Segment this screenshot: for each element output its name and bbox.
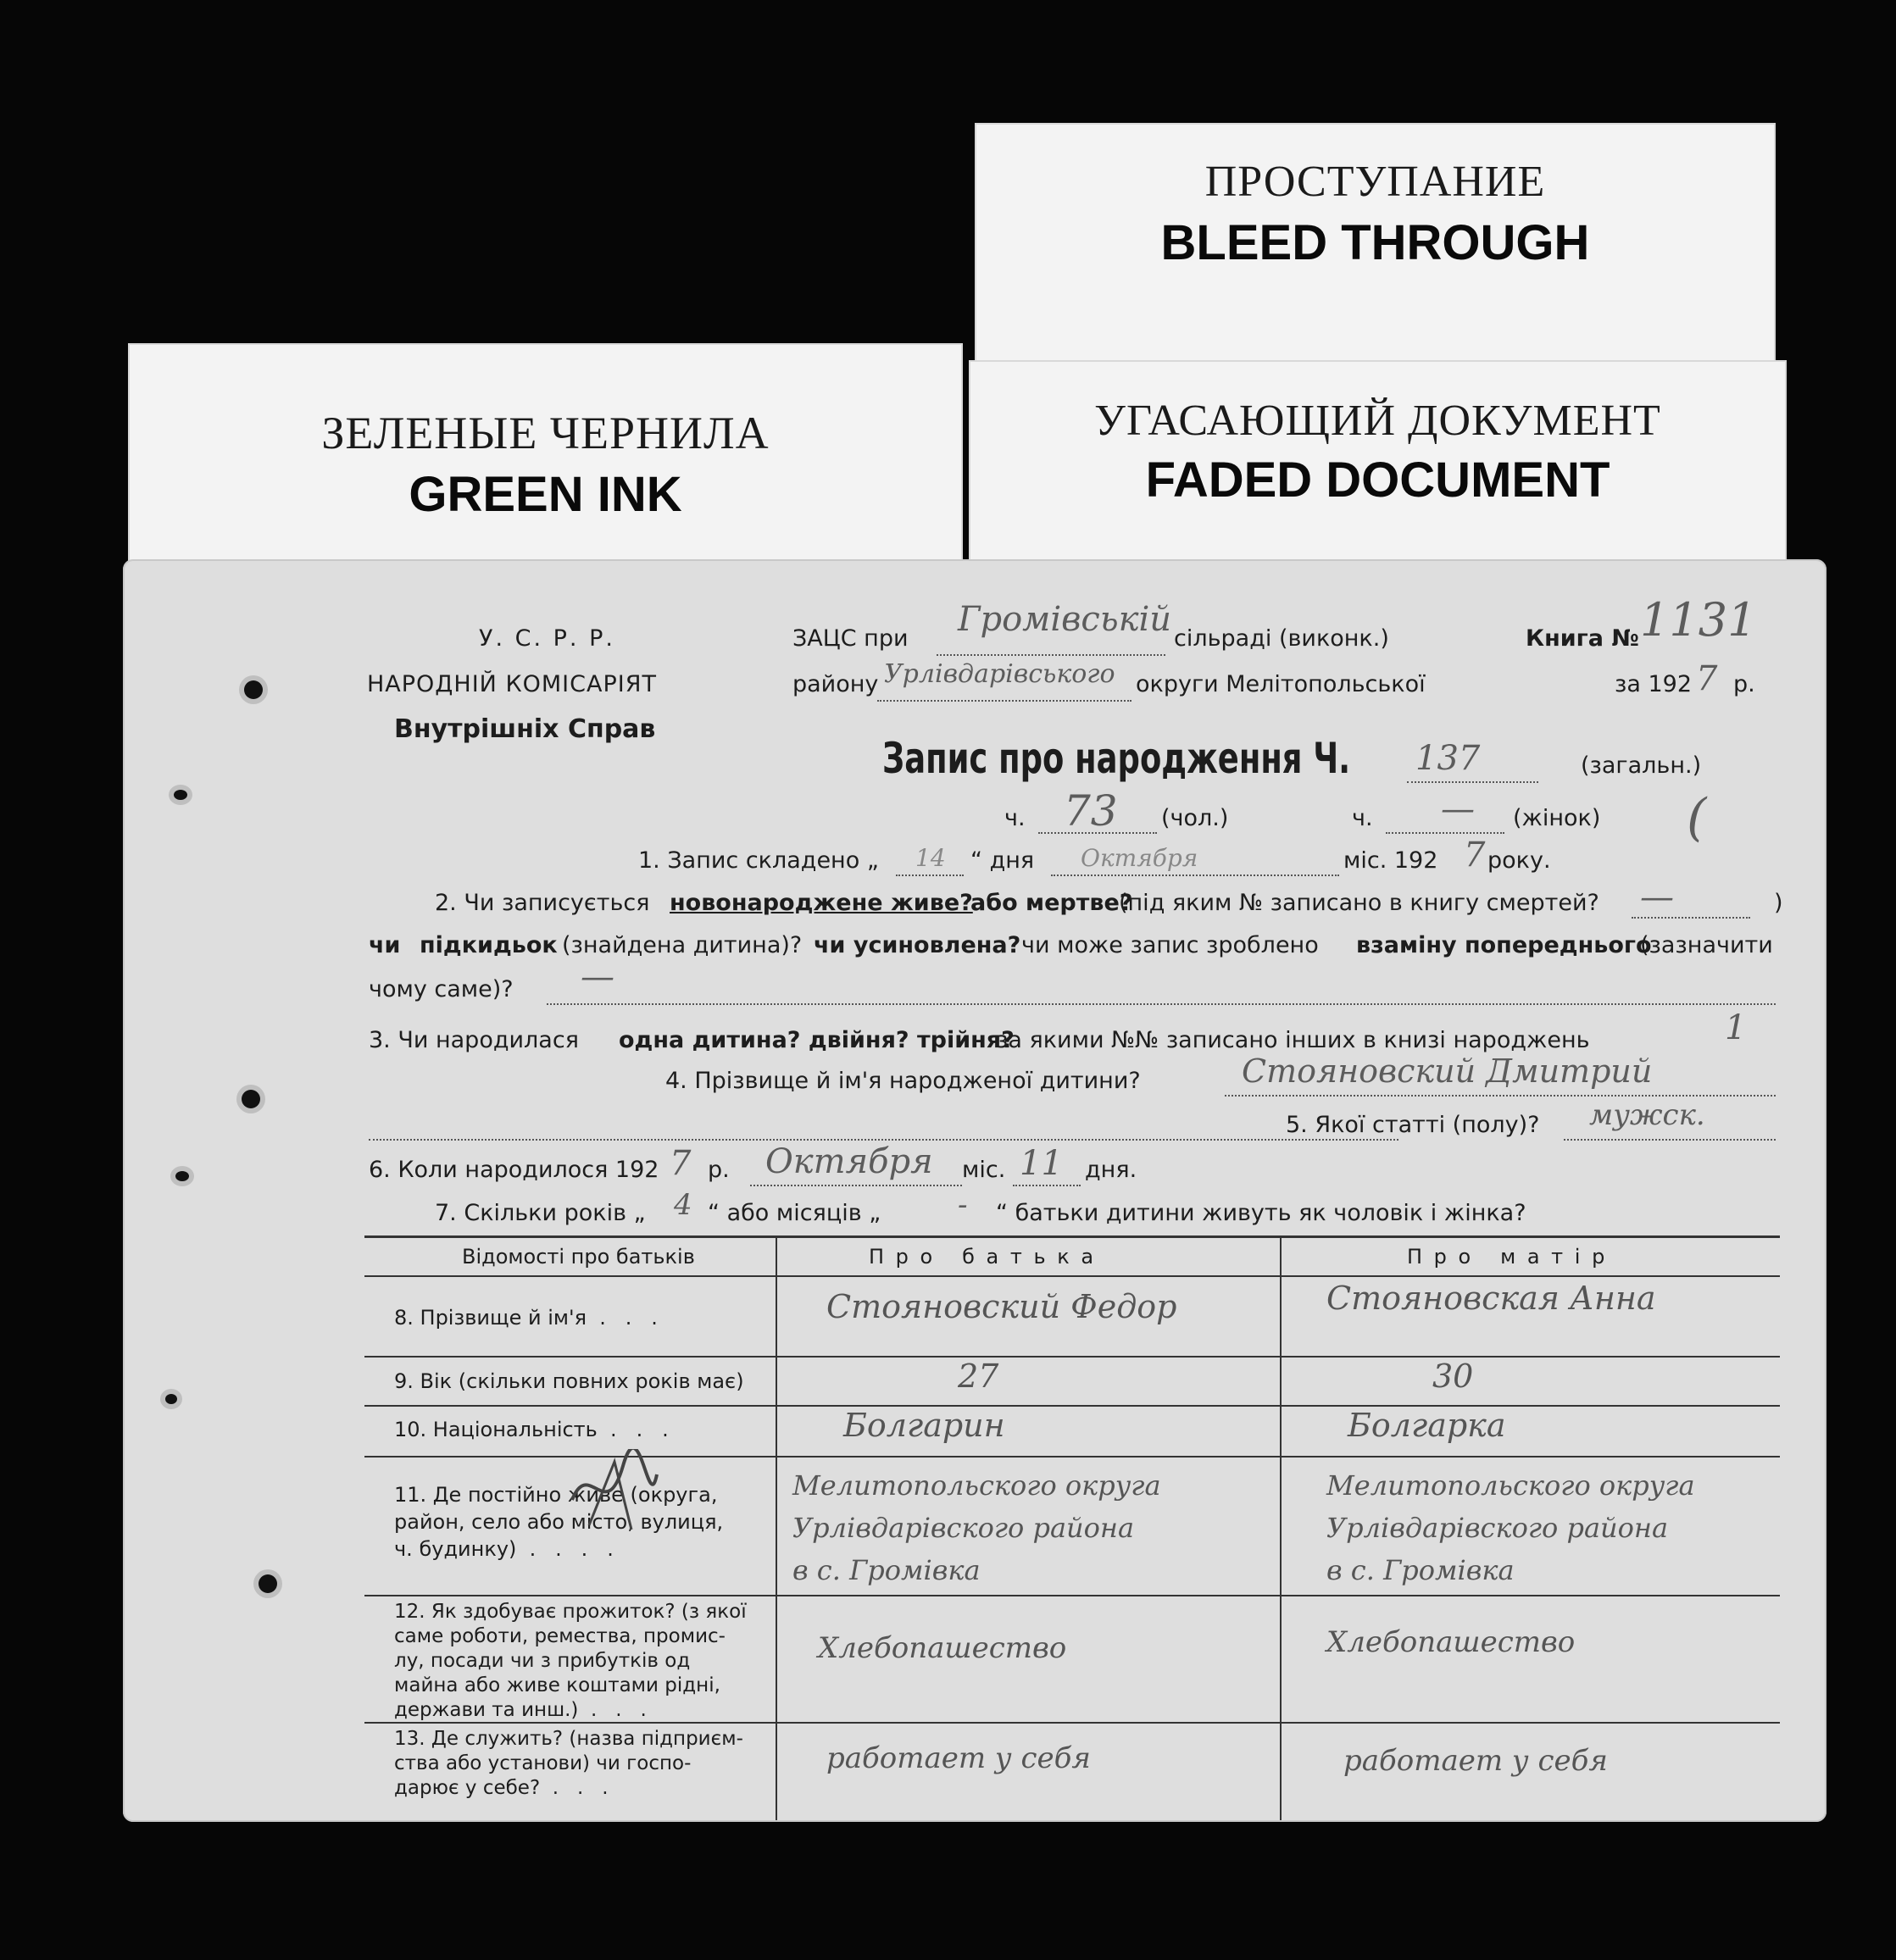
record-title: Запис про народження Ч. xyxy=(882,734,1351,783)
father-age-handwritten: 27 xyxy=(958,1358,999,1395)
field-6-month-line xyxy=(750,1185,962,1186)
field-6-label: 6. Коли народилося 192 xyxy=(369,1157,659,1183)
field-2-line xyxy=(1632,917,1750,919)
field-3-handwritten: 1 xyxy=(1725,1008,1747,1047)
district-handwritten: Урлівдарівського xyxy=(884,659,1115,689)
zags-label: ЗАЦС при xyxy=(792,625,909,652)
zags-handwritten: Громівській xyxy=(958,600,1172,639)
table-row-label: 13. Де служить? (назва підприєм- ства або установи) чи госпо- дарює у себе? . . . xyxy=(394,1728,743,1799)
bleed-through-ru: ПРОСТУПАНИЕ xyxy=(1204,158,1546,206)
field-5-line xyxy=(1564,1139,1776,1141)
field-1-month-label: міс. 192 xyxy=(1343,847,1438,874)
field-1-year-label: року. xyxy=(1487,847,1551,874)
green-ink-label xyxy=(128,343,963,576)
field-2b-found: (знайдена дитина)? xyxy=(562,932,803,958)
table-header-rule xyxy=(364,1275,1780,1277)
male-label: (чол.) xyxy=(1161,805,1229,831)
field-2c-why: чому саме)? xyxy=(369,976,514,1002)
year-handwritten: 7 xyxy=(1696,659,1718,698)
table-row-rule xyxy=(364,1595,1780,1596)
table-header-mother: П р о м а т і р xyxy=(1407,1245,1608,1269)
punch-hole xyxy=(175,1171,189,1181)
field-4-name-handwritten: Стояновский Дмитрий xyxy=(1242,1052,1653,1090)
field-5-sex-handwritten: мужск. xyxy=(1589,1098,1705,1132)
field-2-dash-handwritten: — xyxy=(1640,878,1674,917)
internal-affairs-label: Внутрішніх Справ xyxy=(394,714,656,744)
faded-document-label xyxy=(969,360,1787,572)
green-ink-ru: ЗЕЛЕНЫЕ ЧЕРНИЛА xyxy=(321,408,770,458)
field-1-label: 1. Запис складено „ xyxy=(638,847,879,874)
father-name-handwritten: Стояновский Федор xyxy=(826,1288,1177,1325)
table-header-father: П р о б а т ь к а xyxy=(869,1245,1097,1269)
commissariat-label: НАРОДНІЙ КОМІСАРІЯТ xyxy=(367,671,657,697)
female-line xyxy=(1386,832,1504,834)
field-6-year-handwritten: 7 xyxy=(670,1144,692,1183)
bleed-through-en: BLEED THROUGH xyxy=(1160,215,1590,270)
margin-mark-handwritten: ( xyxy=(1687,788,1707,847)
field-2c-dash-handwritten: — xyxy=(581,958,614,997)
field-6-day-label: дня. xyxy=(1085,1157,1137,1183)
field-2-death-book: (під яким № записано в книгу смертей? xyxy=(1119,890,1599,916)
mother-residence-handwritten: Мелитопольского округа Урлівдарівского района в с. Громівка xyxy=(1326,1469,1695,1586)
book-label: Книга № xyxy=(1526,625,1639,652)
table-row-label: 10. Національність . . . xyxy=(394,1418,669,1441)
field-1-day-line xyxy=(896,875,964,876)
book-number-handwritten: 1131 xyxy=(1640,593,1757,647)
table-row-label: 12. Як здобуває прожиток? (з якої саме роботи, ремества, промис- лу, посади чи з прибутків од майна або живе коштами рідні, держави та инш.) . . . xyxy=(394,1601,747,1721)
field-7-together: “ батьки дитини живуть як чоловік і жінка? xyxy=(996,1200,1526,1226)
field-4-line-2 xyxy=(369,1139,1398,1141)
field-2c-line xyxy=(547,1003,1776,1005)
field-2b-specify: (зазначити xyxy=(1640,932,1773,958)
father-workplace-handwritten: работает у себя xyxy=(826,1741,1091,1775)
field-6-year-suffix: р. xyxy=(708,1157,730,1183)
field-2-alive: новонароджене живе? xyxy=(670,890,973,916)
table-header-parents: Відомості про батьків xyxy=(462,1245,695,1269)
field-1-year-handwritten: 7 xyxy=(1464,836,1486,875)
total-label: (загальн.) xyxy=(1581,752,1702,779)
punch-hole xyxy=(174,790,187,800)
table-row-rule xyxy=(364,1722,1780,1724)
mother-age-handwritten: 30 xyxy=(1432,1358,1474,1395)
record-number-line xyxy=(1407,781,1538,783)
field-2-close: ) xyxy=(1774,890,1783,916)
field-2b-adopted: чи усиновлена? xyxy=(814,932,1021,958)
mother-workplace-handwritten: работает у себя xyxy=(1343,1744,1608,1778)
field-2-label: 2. Чи записується xyxy=(435,890,650,916)
year-suffix: р. xyxy=(1733,671,1755,697)
father-nationality-handwritten: Болгарин xyxy=(843,1407,1005,1444)
punch-hole xyxy=(242,1090,260,1108)
field-2b-foundling: підкидьок xyxy=(420,932,558,958)
table-col-divider-2 xyxy=(1280,1235,1282,1820)
faded-document-ru: УГАСАЮЩИЙ ДОКУМЕНТ xyxy=(1094,397,1661,445)
field-3-numbers: за якими №№ записано інших в книзі народжень xyxy=(996,1027,1590,1053)
field-3-options: одна дитина? двійня? трійня? xyxy=(619,1027,1015,1053)
mother-nationality-handwritten: Болгарка xyxy=(1348,1407,1506,1444)
punch-hole xyxy=(165,1394,177,1404)
field-6-month-handwritten: Октября xyxy=(765,1142,933,1181)
district-label: району xyxy=(792,671,879,697)
field-2-dead: або мертве? xyxy=(970,890,1133,916)
field-7-months-handwritten: - xyxy=(958,1188,968,1222)
field-2b-replacement: взаміну попереднього xyxy=(1356,932,1652,958)
table-row-rule xyxy=(364,1356,1780,1358)
field-2b-or: чи xyxy=(369,932,401,958)
table-row-label: 8. Прізвище й ім'я . . . xyxy=(394,1306,658,1330)
father-occupation-handwritten: Хлебопашество xyxy=(818,1631,1067,1665)
field-6-day-handwritten: 11 xyxy=(1020,1144,1063,1183)
field-6-day-line xyxy=(1013,1185,1081,1186)
table-row-label: 9. Вік (скільки повних років має) xyxy=(394,1369,744,1393)
table-top-rule xyxy=(364,1235,1780,1238)
punch-hole xyxy=(259,1574,277,1593)
field-6-month-label: міс. xyxy=(962,1157,1006,1183)
mother-name-handwritten: Стояновская Анна xyxy=(1326,1280,1656,1317)
punch-hole xyxy=(244,680,263,699)
table-row-rule xyxy=(364,1405,1780,1407)
female-count-handwritten: — xyxy=(1441,790,1475,829)
table-col-divider-1 xyxy=(776,1235,777,1820)
female-prefix: ч. xyxy=(1352,805,1373,831)
field-7-years-handwritten: 4 xyxy=(674,1188,692,1222)
green-ink-en: GREEN INK xyxy=(409,467,682,522)
field-1-month-line xyxy=(1051,875,1339,876)
birth-record-card xyxy=(123,559,1826,1822)
zags-line xyxy=(937,654,1165,656)
field-1-day-label: “ дня xyxy=(970,847,1035,874)
male-prefix: ч. xyxy=(1004,805,1026,831)
field-4-line xyxy=(1225,1095,1776,1097)
usrr-label: У. С. Р. Р. xyxy=(479,625,615,652)
okrug-label: округи Мелітопольської xyxy=(1136,671,1426,697)
field-2b-maybe: чи може запис зроблено xyxy=(1021,932,1319,958)
field-7-months-label: “ або місяців „ xyxy=(708,1200,881,1226)
father-residence-handwritten: Мелитопольского округа Урлівдарівского района в с. Громівка xyxy=(792,1469,1161,1586)
field-5-label: 5. Якої статті (полу)? xyxy=(1286,1112,1540,1138)
field-4-label: 4. Прізвище й ім'я народженої дитини? xyxy=(665,1068,1141,1094)
male-count-handwritten: 73 xyxy=(1064,786,1118,836)
record-number-handwritten: 137 xyxy=(1415,739,1481,778)
ink-scribble xyxy=(564,1449,665,1542)
field-1-month-handwritten: Октября xyxy=(1081,844,1198,872)
field-7-label: 7. Скільки років „ xyxy=(435,1200,646,1226)
mother-occupation-handwritten: Хлебопашество xyxy=(1326,1625,1576,1659)
district-line xyxy=(877,700,1131,702)
field-1-day-handwritten: 14 xyxy=(915,844,946,872)
year-label: за 192 xyxy=(1615,671,1693,697)
female-label: (жінок) xyxy=(1513,805,1601,831)
field-3-label: 3. Чи народилася xyxy=(369,1027,579,1053)
faded-document-en: FADED DOCUMENT xyxy=(1145,453,1610,508)
table-row-label: 11. Де постійно живе (округа, район, село або місто, вулиця, ч. будинку) . . . . xyxy=(394,1483,724,1561)
selrada-label: сільраді (виконк.) xyxy=(1174,625,1389,652)
bleed-through-label xyxy=(975,123,1776,377)
